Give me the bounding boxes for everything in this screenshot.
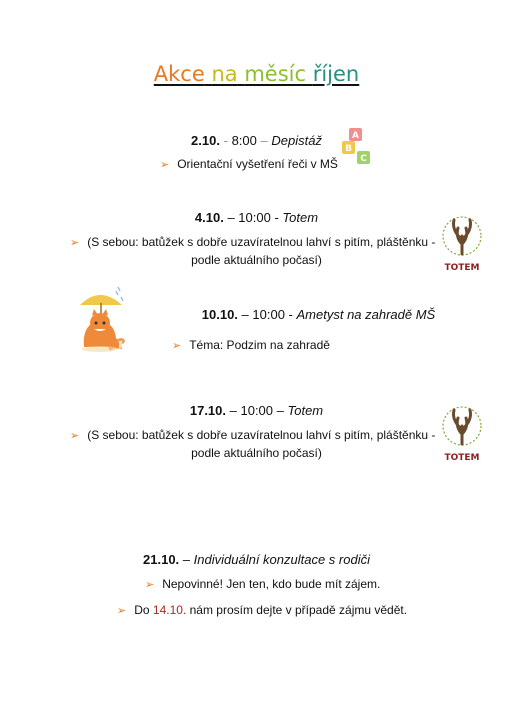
totem-logo-text: TOTEM bbox=[444, 263, 480, 273]
event-5-heading bbox=[0, 552, 513, 567]
event-4-time: – 10:00 – bbox=[229, 403, 284, 418]
block-a-letter: A bbox=[352, 131, 359, 141]
abc-blocks-icon bbox=[341, 126, 377, 168]
title-word-3: měsíc bbox=[244, 62, 307, 86]
event-5-bullet-2 bbox=[117, 603, 407, 617]
event-1-dash-2: – bbox=[260, 133, 268, 148]
event-3-bullet-text: Téma: Podzim na zahradě bbox=[189, 338, 330, 352]
event-4-text-1: (S sebou: batůžek s dobře uzavíratelnou lahví s pitím, pláštěnku - bbox=[87, 428, 436, 442]
arrow-bullet-icon: ➢ bbox=[70, 237, 80, 249]
title-word-2: na bbox=[211, 62, 238, 86]
event-5-date: 21.10. bbox=[143, 552, 180, 567]
totem-logo-icon bbox=[436, 216, 488, 274]
event-2-bullet-line-1 bbox=[70, 235, 435, 249]
arrow-bullet-icon: ➢ bbox=[145, 579, 155, 591]
block-c-letter: C bbox=[360, 154, 367, 164]
event-2-bullet-line-2: podle aktuálního počasí) bbox=[191, 253, 322, 267]
arrow-bullet-icon: ➢ bbox=[160, 159, 170, 171]
event-5-dash: – bbox=[182, 552, 191, 567]
event-1-heading bbox=[0, 133, 513, 148]
page-title bbox=[0, 62, 513, 86]
event-1-bullet bbox=[160, 157, 338, 171]
event-1-dash: - bbox=[223, 133, 228, 148]
event-3-time: – 10:00 - bbox=[241, 307, 293, 322]
totem-logo-text: TOTEM bbox=[444, 453, 480, 463]
event-1-time: 8:00 bbox=[231, 133, 257, 148]
event-5-bullet-2-date: 14.10. bbox=[152, 603, 187, 617]
event-1-name: Depistáž bbox=[271, 133, 322, 148]
event-5-bullet-2-pre: Do bbox=[134, 603, 150, 617]
arrow-bullet-icon: ➢ bbox=[70, 430, 80, 442]
event-1-bullet-text: Orientační vyšetření řeči v MŠ bbox=[177, 157, 338, 171]
event-5-name: Individuální konzultace s rodiči bbox=[193, 552, 370, 567]
event-3-date: 10.10. bbox=[201, 307, 238, 322]
event-3-bullet bbox=[172, 338, 330, 352]
event-4-bullet-line-1 bbox=[70, 428, 435, 442]
arrow-bullet-icon: ➢ bbox=[172, 340, 182, 352]
event-5-bullet-1 bbox=[145, 577, 380, 591]
event-5-bullet-1-text: Nepovinné! Jen ten, kdo bude mít zájem. bbox=[162, 577, 381, 591]
event-5-bullet-2-post: nám prosím dejte v případě zájmu vědět. bbox=[189, 603, 408, 617]
event-4-bullet-line-2: podle aktuálního počasí) bbox=[191, 446, 322, 460]
event-3-heading bbox=[62, 307, 513, 322]
totem-logo-icon bbox=[436, 406, 488, 464]
event-4-date: 17.10. bbox=[189, 403, 227, 418]
event-1-date: 2.10. bbox=[191, 133, 220, 148]
event-2-time: – 10:00 - bbox=[227, 210, 279, 225]
arrow-bullet-icon: ➢ bbox=[117, 605, 127, 617]
event-2-name: Totem bbox=[282, 210, 319, 225]
event-2-text-1: (S sebou: batůžek s dobře uzavíratelnou lahví s pitím, pláštěnku - bbox=[87, 235, 436, 249]
event-4-name: Totem bbox=[287, 403, 324, 418]
event-3-name: Ametyst na zahradě MŠ bbox=[296, 307, 436, 322]
title-word-4: říjen bbox=[312, 62, 360, 86]
block-b-letter: B bbox=[345, 144, 352, 154]
title-word-1: Akce bbox=[153, 62, 205, 86]
event-2-date: 4.10. bbox=[194, 210, 224, 225]
